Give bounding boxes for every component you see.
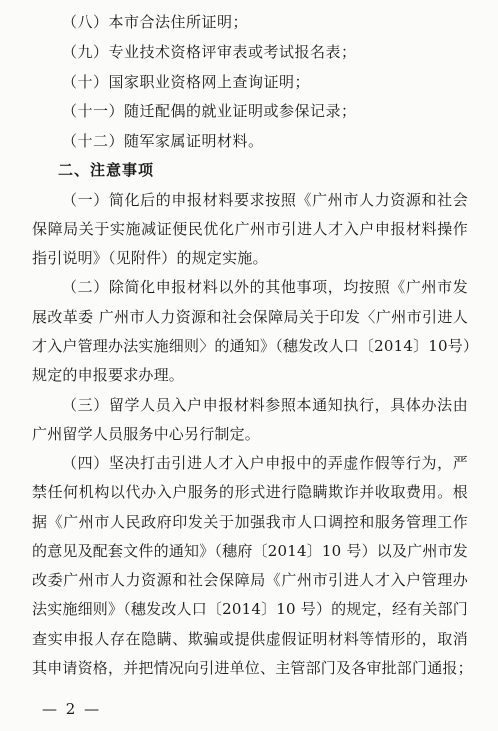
list-item-12: （十二）随军家属证明材料。 xyxy=(62,132,264,150)
paragraph-1-line: 指引说明》（见附件）的规定实施。 xyxy=(32,249,268,267)
paragraph-3-line: （三）留学人员入户申报材料参照本通知执行，具体办法由 xyxy=(62,396,468,414)
paragraph-4-line: 其申请资格，并把情况向引进单位、主管部门及各审批部门通报； xyxy=(32,659,473,677)
paragraph-3-line: 广州留学人员服务中心另行制定。 xyxy=(32,425,261,443)
paragraph-2-line: 才入户管理办法实施细则〉的通知》（穗发改人口〔2014〕10号） xyxy=(32,337,479,355)
list-item-10: （十）国家职业资格网上查询证明； xyxy=(62,73,311,91)
paragraph-1-line: （一）简化后的申报材料要求按照《广州市人力资源和社会 xyxy=(62,191,468,209)
paragraph-2-line: （二）除简化申报材料以外的其他事项，均按照《广州市发 xyxy=(62,278,468,296)
page-number: — 2 — xyxy=(42,700,102,718)
paragraph-1-line: 保障局关于实施减证便民优化广州市引进人才入户申报材料操作 xyxy=(32,220,468,238)
paragraph-2-line: 展改革委 广州市人力资源和社会保障局关于印发〈广州市引进人 xyxy=(32,308,468,326)
paragraph-4-line: 据《广州市人民政府印发关于加强我市人口调控和服务管理工作 xyxy=(32,513,468,531)
section-heading-notes: 二、注意事项 xyxy=(58,161,155,179)
paragraph-2-line: 规定的申报要求办理。 xyxy=(32,366,185,384)
paragraph-4-line: 禁任何机构以代办入户服务的形式进行隐瞒欺诈并收取费用。根 xyxy=(32,483,468,501)
paragraph-4-line: 改委广州市人力资源和社会保障局《广州市引进人才入户管理办 xyxy=(32,571,468,589)
list-item-11: （十一）随迁配偶的就业证明或参保记录； xyxy=(62,102,357,120)
paragraph-4-line: 法实施细则》（穗发改人口〔2014〕10 号）的规定，经有关部门 xyxy=(32,600,468,618)
paragraph-4-line: 的意见及配套文件的通知》（穗府〔2014〕10 号）以及广州市发 xyxy=(32,542,468,560)
paragraph-4-line: 查实申报人存在隐瞒、欺骗或提供虚假证明材料等情形的，取消 xyxy=(32,630,468,648)
paragraph-4-line: （四）坚决打击引进人才入户申报中的弄虚作假等行为，严 xyxy=(62,454,468,472)
list-item-8: （八）本市合法住所证明； xyxy=(62,13,249,31)
list-item-9: （九）专业技术资格评审表或考试报名表； xyxy=(62,43,357,61)
